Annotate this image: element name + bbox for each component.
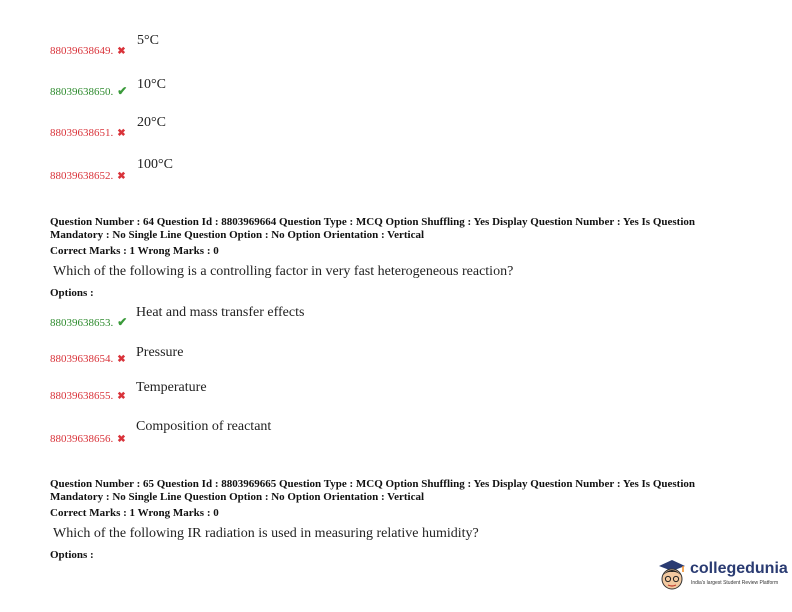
option-text: Heat and mass transfer effects [136,305,305,320]
mascot-icon [655,556,689,594]
option-row [50,313,127,331]
question-meta-line: Mandatory : No Single Line Question Option : No Option Orientation : Vertical [50,491,425,503]
option-id: 88039638649. [50,45,114,57]
option-text: Composition of reactant [136,419,272,434]
question-meta-line: Question Number : 64 Question Id : 8803969664 Question Type : MCQ Option Shuffling : Yes Display Question Number : Yes Is Question [50,216,695,228]
options-label: Options : [50,549,94,561]
option-row [50,429,126,447]
option-row [50,386,126,404]
option-text: 10°C [137,77,166,92]
question-meta-line: Question Number : 65 Question Id : 8803969665 Question Type : MCQ Option Shuffling : Yes Display Question Number : Yes Is Question [50,478,695,490]
option-text: 5°C [137,33,159,48]
option-row [50,123,126,141]
option-row [50,82,127,100]
options-label: Options : [50,287,94,299]
option-id: 88039638656. [50,433,114,445]
question-meta-line: Mandatory : No Single Line Question Option : No Option Orientation : Vertical [50,229,425,241]
question-text: Which of the following IR radiation is used in measuring relative humidity? [53,526,479,541]
collegedunia-logo [655,556,788,596]
cross-icon: ✖ [117,434,126,445]
option-id: 88039638654. [50,353,114,365]
option-id: 88039638655. [50,390,114,402]
check-icon: ✔ [117,315,128,329]
check-icon: ✔ [117,84,128,98]
question-marks: Correct Marks : 1 Wrong Marks : 0 [50,507,219,519]
question-marks: Correct Marks : 1 Wrong Marks : 0 [50,245,219,257]
logo-name: collegedunia [690,560,788,577]
question-meta [50,216,750,258]
cross-icon: ✖ [117,128,126,139]
option-id: 88039638651. [50,127,114,139]
option-row [50,166,126,184]
cross-icon: ✖ [117,391,126,402]
option-text: Pressure [136,345,184,360]
option-id: 88039638650. [50,86,114,98]
cross-icon: ✖ [117,354,126,365]
question-meta [50,478,750,520]
option-text: 100°C [137,157,173,172]
cross-icon: ✖ [117,171,126,182]
option-text: 20°C [137,115,166,130]
option-row [50,349,126,367]
option-id: 88039638653. [50,317,114,329]
option-id: 88039638652. [50,170,114,182]
cross-icon: ✖ [117,46,126,57]
question-text: Which of the following is a controlling factor in very fast heterogeneous reaction? [53,264,514,279]
logo-tagline: India's largest Student Review Platform [691,580,779,586]
option-text: Temperature [136,380,207,395]
option-row [50,41,126,59]
